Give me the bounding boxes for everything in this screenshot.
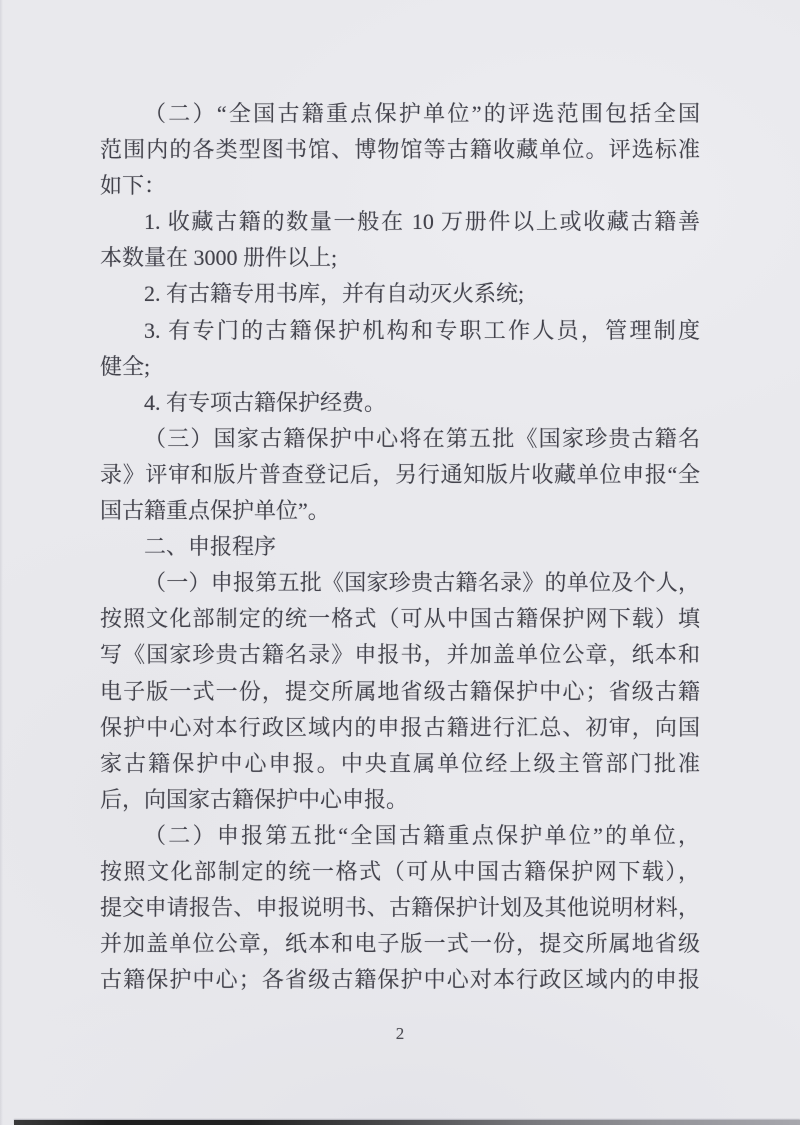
text-line: 按照文化部制定的统一格式（可从中国古籍保护网下载）填: [100, 606, 700, 632]
text-line: 3. 有专门的古籍保护机构和专职工作人员，管理制度: [144, 317, 700, 343]
text-line: （二）“全国古籍重点保护单位”的评选范围包括全国: [144, 101, 700, 126]
text-line: （二）申报第五批“全国古籍重点保护单位”的单位，: [144, 822, 700, 848]
text-line: 国古籍重点保护单位”。: [100, 498, 330, 524]
text-line: 如下：: [100, 173, 167, 199]
text-line: （一）申报第五批《国家珍贵古籍名录》的单位及个人，: [144, 570, 700, 596]
text-line: 按照文化部制定的统一格式（可从中国古籍保护网下载），: [100, 858, 700, 884]
scan-bottom-edge-artifact: [14, 1120, 800, 1125]
scan-left-edge-shading: [0, 0, 3, 1125]
text-line: 1. 收藏古籍的数量一般在 10 万册件以上或收藏古籍善: [144, 209, 700, 235]
text-line: 范围内的各类型图书馆、博物馆等古籍收藏单位。评选标准: [100, 137, 700, 163]
text-line: 后，向国家古籍保护中心申报。: [100, 786, 409, 812]
text-line: 录》评审和版片普查登记后，另行通知版片收藏单位申报“全: [100, 461, 700, 487]
text-line: 电子版一式一份，提交所属地省级古籍保护中心；省级古籍: [100, 678, 700, 704]
text-line: 写《国家珍贵古籍名录》申报书，并加盖单位公章，纸本和: [100, 642, 700, 668]
text-line: 古籍保护中心；各省级古籍保护中心对本行政区域内的申报: [100, 967, 700, 993]
text-line: 2. 有古籍专用书库，并有自动灭火系统;: [144, 281, 525, 307]
text-line: 二、申报程序: [144, 534, 277, 560]
document-text: [100, 96, 700, 998]
text-line: 家古籍保护中心申报。中央直属单位经上级主管部门批准: [100, 750, 700, 776]
page-number: 2: [395, 1024, 405, 1043]
text-line: 提交申请报告、申报说明书、古籍保护计划及其他说明材料，: [100, 895, 700, 921]
text-line: 健全;: [100, 353, 151, 379]
text-line: 并加盖单位公章，纸本和电子版一式一份，提交所属地省级: [100, 931, 700, 957]
text-line: （三）国家古籍保护中心将在第五批《国家珍贵古籍名: [144, 425, 700, 451]
text-line: 4. 有专项古籍保护经费。: [144, 389, 387, 415]
text-line: 本数量在 3000 册件以上;: [100, 245, 338, 271]
text-line: 保护中心对本行政区域内的申报古籍进行汇总、初审，向国: [100, 714, 700, 740]
